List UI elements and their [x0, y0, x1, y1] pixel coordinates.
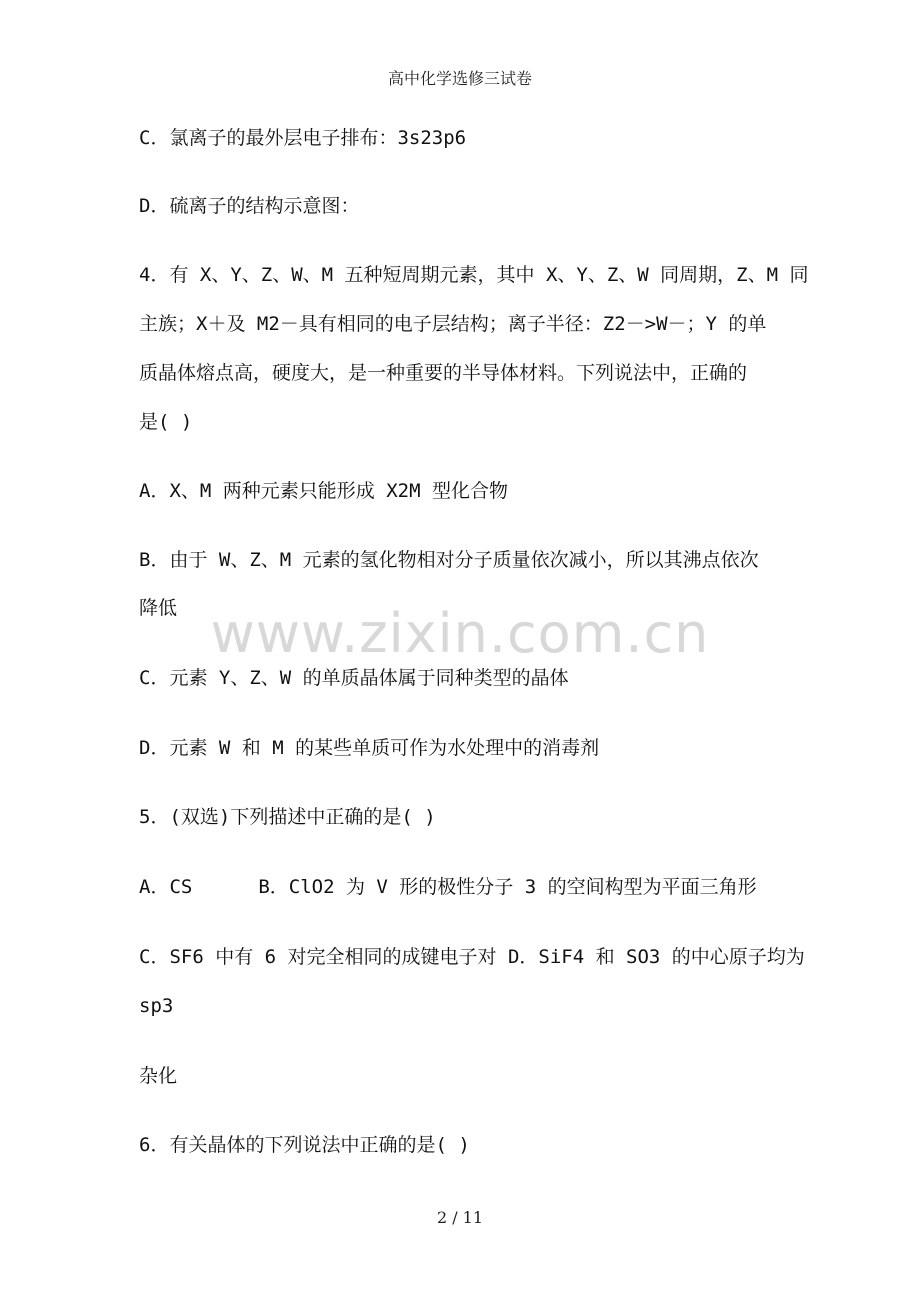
question-5: 5．(双选)下列描述中正确的是( ) — [139, 806, 436, 828]
option-4d: D．元素 W 和 M 的某些单质可作为水处理中的消毒剂 — [139, 737, 600, 759]
question-4-line-1: 4．有 X、Y、Z、W、M 五种短周期元素，其中 X、Y、Z、W 同周期，Z、M 同 — [139, 264, 809, 286]
question-4-line-2: 主族；X＋及 M2－具有相同的电子层结构；离子半径：Z2－>W－；Y 的单 — [139, 313, 767, 335]
question-5-options-cd-line-2: sp3 — [139, 995, 174, 1017]
option-5b: B．ClO2 为 V 形的极性分子 3 的空间构型为平面三角形 — [258, 876, 757, 898]
option-5a: A．CS — [139, 876, 193, 898]
option-4c: C．元素 Y、Z、W 的单质晶体属于同种类型的晶体 — [139, 667, 569, 689]
question-4-line-3: 质晶体熔点高，硬度大，是一种重要的半导体材料。下列说法中，正确的 — [139, 362, 748, 384]
question-5-options-cd-line-3: 杂化 — [139, 1065, 178, 1087]
option-3c: C．氯离子的最外层电子排布：3s23p6 — [139, 127, 467, 149]
option-3d: D．硫离子的结构示意图： — [139, 195, 360, 217]
option-4b-line-2: 降低 — [139, 597, 178, 619]
page-number: 2 / 11 — [436, 1208, 484, 1227]
question-6: 6．有关晶体的下列说法中正确的是( ) — [139, 1134, 470, 1156]
option-4b-line-1: B．由于 W、Z、M 元素的氢化物相对分子质量依次减小，所以其沸点依次 — [139, 549, 759, 571]
question-5-options-ab — [139, 875, 757, 899]
option-4a: A．X、M 两种元素只能形成 X2M 型化合物 — [139, 480, 508, 502]
question-5-options-cd-line-1: C．SF6 中有 6 对完全相同的成键电子对 D．SiF4 和 SO3 的中心原子均为 — [139, 946, 805, 968]
page-header: 高中化学选修三试卷 — [387, 69, 532, 88]
question-4-line-4: 是( ) — [139, 411, 193, 433]
watermark: www.zixin.com.cn — [210, 602, 710, 665]
